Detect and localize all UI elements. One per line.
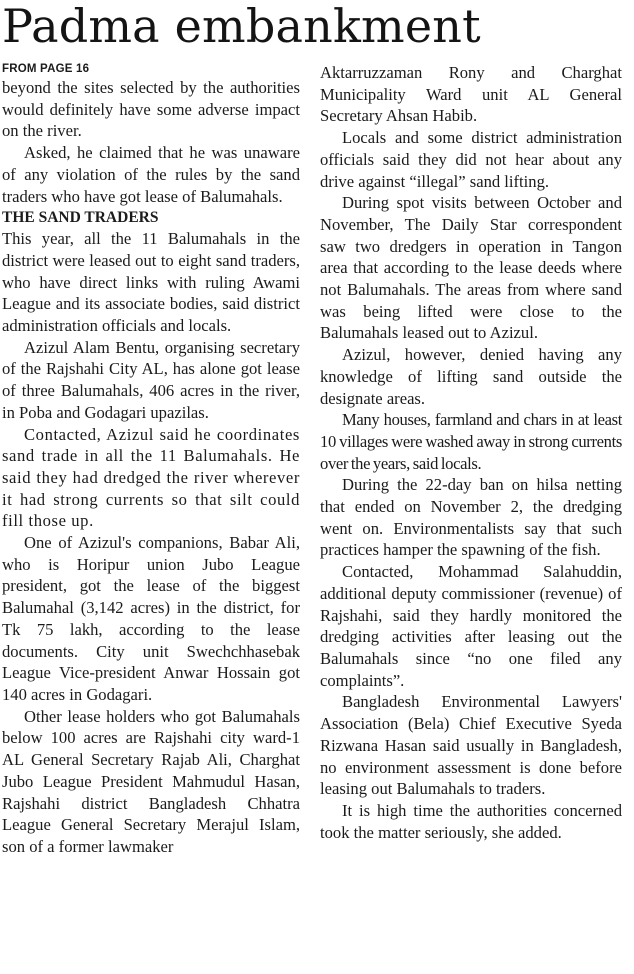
article-headline: Padma embankment	[2, 0, 481, 53]
paragraph: One of Azizul's companions, Babar Ali, who is Horipur union Jubo League president, got the lease of the biggest Balumahal (3,142 acres) in the district, for Tk 75 lakh, according to the lease documents. City unit Swechchhasebak League Vice-president Anwar Hossain got 140 acres in Godagari.	[2, 533, 300, 704]
paragraph: Aktarruzzaman Rony and Charghat Municipality Ward unit AL General Secretary Ahsan Habib.	[320, 63, 622, 126]
paragraph: Asked, he claimed that he was unaware of any violation of the rules by the sand traders who have got lease of Balumahals.	[2, 143, 300, 206]
subheading: THE SAND TRADERS	[2, 209, 159, 227]
paragraph: Bangladesh Environmental Lawyers' Association (Bela) Chief Executive Syeda Rizwana Hasan said usually in Bangladesh, no environment assessment is done before leasing out Balumahals to traders.	[320, 692, 622, 799]
jump-line: FROM PAGE 16	[2, 63, 90, 75]
right-column	[320, 62, 622, 843]
paragraph: It is high time the authorities concerned took the matter seriously, she added.	[320, 800, 622, 842]
paragraph: beyond the sites selected by the authorities would definitely have some adverse impact on the river.	[2, 78, 300, 141]
paragraph: Azizul Alam Bentu, organising secretary of the Rajshahi City AL, has alone got lease of three Balumahals, 406 acres in the river, in Poba and Godagari upazilas.	[2, 337, 300, 422]
left-column	[2, 60, 300, 858]
paragraph: Contacted, Mohammad Salahuddin, additional deputy commissioner (revenue) of Rajshahi, said they hardly monitored the dredging activities after leasing out the Balumahals since “no one filed any complaints”.	[320, 562, 622, 690]
paragraph: This year, all the 11 Balumahals in the district were leased out to eight sand traders, who have direct links with ruling Awami League and its associate bodies, said district administration officials and locals.	[2, 229, 300, 336]
paragraph: During the 22-day ban on hilsa netting that ended on November 2, the dredging went on. Environmentalists say that such practices hamper the spawning of the fish.	[320, 475, 622, 560]
paragraph: Contacted, Azizul said he coordinates sand trade in all the 11 Balumahals. He said they had dredged the river wherever it had strong currents so that silt could fill those up.	[2, 424, 300, 531]
paragraph: Locals and some district administration officials said they did not hear about any drive against “illegal” sand lifting.	[320, 128, 622, 191]
paragraph: Many houses, farmland and chars in at least 10 villages were washed away in strong currents over the years, said locals.	[320, 410, 622, 473]
paragraph: Other lease holders who got Balumahals below 100 acres are Rajshahi city ward-1 AL General Secretary Rajab Ali, Charghat Jubo League President Mahmudul Hasan, Rajshahi district Bangladesh Chhatra League General Secretary Merajul Islam, son of a former lawmaker	[2, 706, 300, 856]
paragraph: During spot visits between October and November, The Daily Star correspondent saw two dredgers in operation in Tangon area that according to the lease deeds where not Balumahals. The areas from where sand was being lifted were close to the Balumahals leased out to Azizul.	[320, 193, 622, 343]
paragraph: Azizul, however, denied having any knowledge of lifting sand outside the designate areas.	[320, 345, 622, 408]
